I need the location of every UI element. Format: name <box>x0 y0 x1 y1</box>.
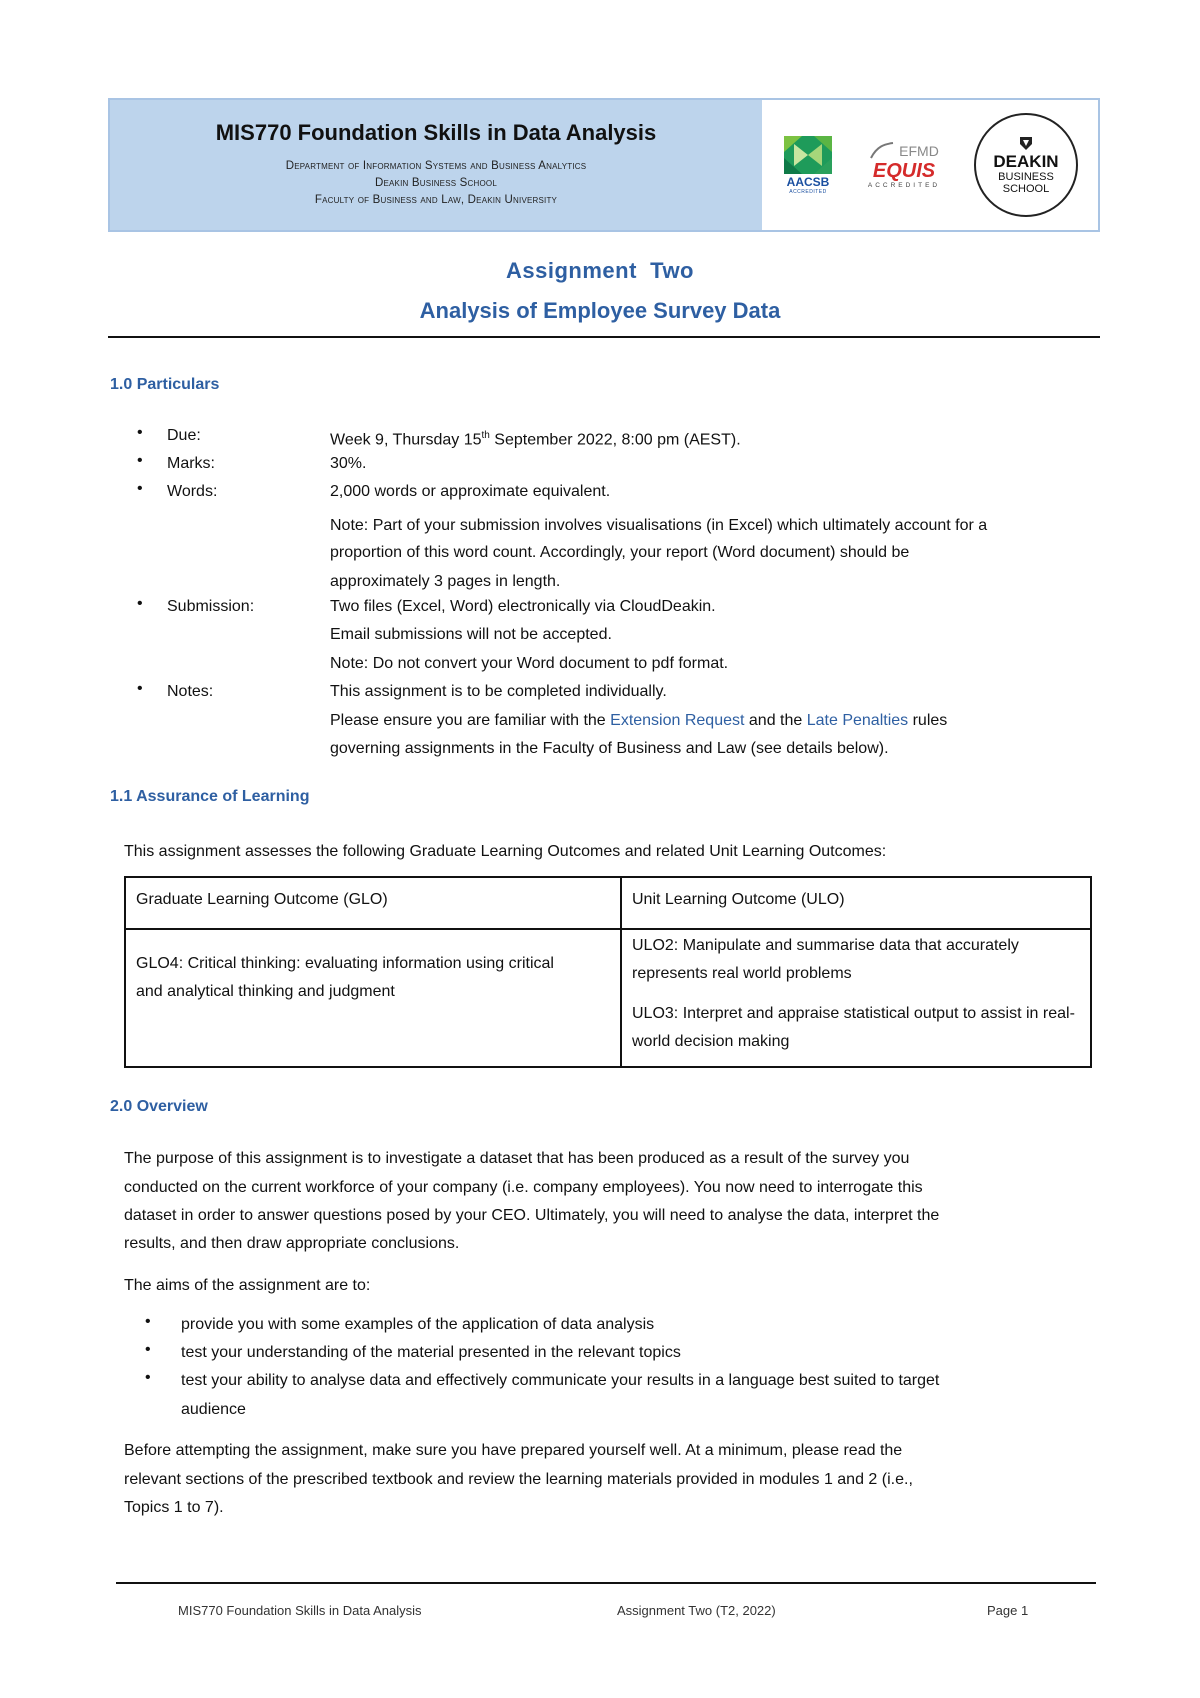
marks-label: Marks: <box>167 455 215 472</box>
aacsb-logo <box>782 136 834 195</box>
deakin-sub-2: SCHOOL <box>1002 183 1050 195</box>
deakin-logo <box>974 113 1078 217</box>
submission-label: Submission: <box>167 598 255 615</box>
bullet-words: • <box>137 480 143 497</box>
department-line: Department of Information Systems and Business Analytics <box>285 160 587 172</box>
accreditation-logos <box>762 100 1098 230</box>
efmd-text: EFMD <box>899 142 939 159</box>
submission-value-1: Two files (Excel, Word) electronically via CloudDeakin. <box>330 598 716 615</box>
overview-p2-line1: Before attempting the assignment, make sure you have prepared yourself well. At a minimum, please read the <box>124 1442 903 1459</box>
table-header-row <box>125 877 1091 929</box>
overview-p1-line3: dataset in order to answer questions posed by your CEO. Ultimately, you will need to analyse the data, interpret the <box>124 1207 940 1224</box>
equis-subtext: ACCREDITED <box>867 181 941 189</box>
faculty-line: Faculty of Business and Law, Deakin University <box>314 194 558 206</box>
ulo2-text: ULO2: Manipulate and summarise data that accurately represents real world problems <box>632 937 1019 982</box>
words-value: 2,000 words or approximate equivalent. <box>330 483 611 500</box>
efmd-swoosh-icon <box>869 142 895 160</box>
equis-text: EQUIS <box>872 159 936 182</box>
assurance-heading: 1.1 Assurance of Learning <box>110 788 310 805</box>
glo-text: GLO4: Critical thinking: evaluating information using critical and analytical thinking and judgment <box>136 955 554 1000</box>
aim-1: provide you with some examples of the application of data analysis <box>181 1316 655 1333</box>
title-divider <box>108 336 1100 338</box>
submission-value-2: Email submissions will not be accepted. <box>330 626 612 643</box>
bullet-aim-2: • <box>145 1341 151 1358</box>
late-penalties-link[interactable]: Late Penalties <box>806 712 909 729</box>
overview-p1-line2: conducted on the current workforce of your company (i.e. company employees). You now need to interrogate this <box>124 1179 923 1196</box>
words-note-3: approximately 3 pages in length. <box>330 573 561 590</box>
particulars-heading: 1.0 Particulars <box>110 376 220 393</box>
words-note-2: proportion of this word count. Accordingly, your report (Word document) should be <box>330 544 910 561</box>
overview-p1-line4: results, and then draw appropriate conclusions. <box>124 1235 460 1252</box>
notes-value-1: This assignment is to be completed individually. <box>330 683 667 700</box>
footer-divider <box>116 1582 1096 1584</box>
deakin-crest-icon <box>1018 135 1034 151</box>
footer-page-number: Page 1 <box>987 1603 1029 1618</box>
glo-cell <box>125 929 621 1067</box>
due-label: Due: <box>167 427 201 444</box>
aim-2: test your understanding of the material presented in the relevant topics <box>181 1344 681 1361</box>
glo-header: Graduate Learning Outcome (GLO) <box>125 877 621 929</box>
ulo3-text: ULO3: Interpret and appraise statistical output to assist in real-world decision making <box>632 1005 1075 1050</box>
bullet-aim-3: • <box>145 1369 151 1386</box>
deakin-name: DEAKIN <box>993 152 1059 171</box>
overview-p1-line1: The purpose of this assignment is to investigate a dataset that has been produced as a result of the survey you <box>124 1150 910 1167</box>
deakin-sub-1: BUSINESS <box>998 171 1054 183</box>
submission-value-3: Note: Do not convert your Word document to pdf format. <box>330 655 729 672</box>
words-note-1: Note: Part of your submission involves visualisations (in Excel) which ultimately account for a <box>330 517 988 534</box>
aacsb-subtext: ACCREDITED <box>789 188 827 195</box>
bullet-notes: • <box>137 680 143 697</box>
notes-value-3: governing assignments in the Faculty of Business and Law (see details below). <box>330 740 889 757</box>
footer-left: MIS770 Foundation Skills in Data Analysis <box>178 1603 422 1618</box>
bullet-aim-1: • <box>145 1313 151 1330</box>
equis-logo <box>854 142 954 189</box>
ulo-cell <box>621 929 1091 1067</box>
overview-heading: 2.0 Overview <box>110 1098 208 1115</box>
aims-intro: The aims of the assignment are to: <box>124 1277 371 1294</box>
overview-p2-line2: relevant sections of the prescribed textbook and review the learning materials provided in modules 1 and 2 (i.e., <box>124 1471 913 1488</box>
overview-p2-line3: Topics 1 to 7). <box>124 1499 224 1516</box>
aacsb-emblem-icon <box>784 136 832 174</box>
aim-3-line1: test your ability to analyse data and effectively communicate your results in a language best suited to target <box>181 1372 940 1389</box>
marks-value: 30%. <box>330 455 367 472</box>
learning-outcomes-table <box>124 876 1092 1068</box>
bullet-submission: • <box>137 595 143 612</box>
aacsb-text: AACSB <box>786 174 830 189</box>
due-value: Week 9, Thursday 15th September 2022, 8:00 pm (AEST). <box>330 430 741 449</box>
aim-3-line2: audience <box>181 1401 246 1418</box>
table-row <box>125 929 1091 1067</box>
document-header <box>108 98 1100 232</box>
course-title: MIS770 Foundation Skills in Data Analysis <box>215 120 657 145</box>
extension-request-link[interactable]: Extension Request <box>610 712 745 729</box>
notes-label: Notes: <box>167 683 214 700</box>
assignment-title: Assignment Two <box>506 258 694 283</box>
bullet-marks: • <box>137 452 143 469</box>
assurance-intro: This assignment assesses the following Graduate Learning Outcomes and related Unit Learning Outcomes: <box>124 843 887 860</box>
bullet-due: • <box>137 424 143 441</box>
words-label: Words: <box>167 483 218 500</box>
notes-value-2: Please ensure you are familiar with the Extension Request and the Late Penalties rules <box>330 712 948 729</box>
assignment-subtitle: Analysis of Employee Survey Data <box>419 298 781 323</box>
school-line: Deakin Business School <box>374 177 497 189</box>
header-title-panel <box>110 100 762 230</box>
footer-center: Assignment Two (T2, 2022) <box>617 1603 776 1618</box>
ulo-header: Unit Learning Outcome (ULO) <box>621 877 1091 929</box>
